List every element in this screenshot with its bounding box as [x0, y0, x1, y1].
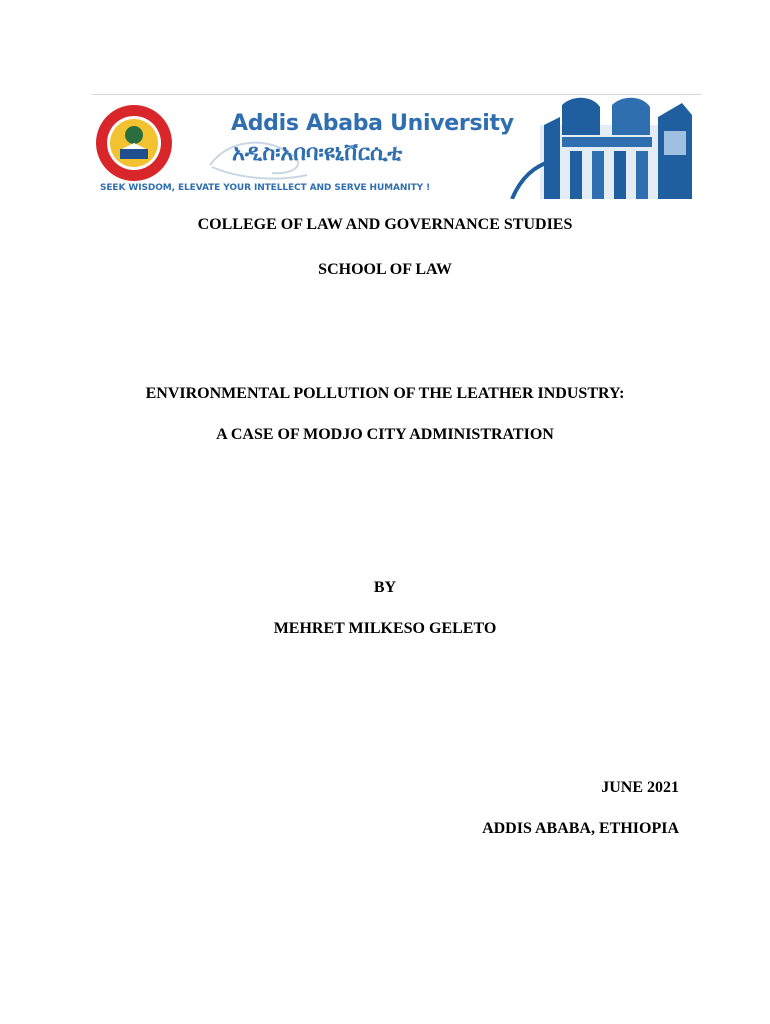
university-banner — [92, 94, 702, 199]
college-name: COLLEGE OF LAW AND GOVERNANCE STUDIES — [197, 216, 573, 233]
university-motto: SEEK WISDOM, ELEVATE YOUR INTELLECT AND SERVE HUMANITY ! — [100, 183, 431, 193]
submission-place: ADDIS ABABA, ETHIOPIA — [482, 820, 679, 837]
by-label: BY — [373, 579, 397, 596]
university-name-english: Addis Ababa University — [231, 111, 514, 136]
university-seal-icon — [96, 105, 172, 181]
building-illustration-icon — [512, 98, 692, 199]
thesis-title-line-1: ENVIRONMENTAL POLLUTION OF THE LEATHER INDUSTRY: — [145, 385, 625, 402]
university-name-amharic: አዲስ፡አበባ፡ዩኒቨርሲቲ — [232, 141, 403, 166]
thesis-title-line-2: A CASE OF MODJO CITY ADMINISTRATION — [216, 426, 554, 443]
author-name: MEHRET MILKESO GELETO — [273, 620, 497, 637]
submission-date: JUNE 2021 — [601, 779, 679, 796]
school-name: SCHOOL OF LAW — [318, 261, 452, 278]
